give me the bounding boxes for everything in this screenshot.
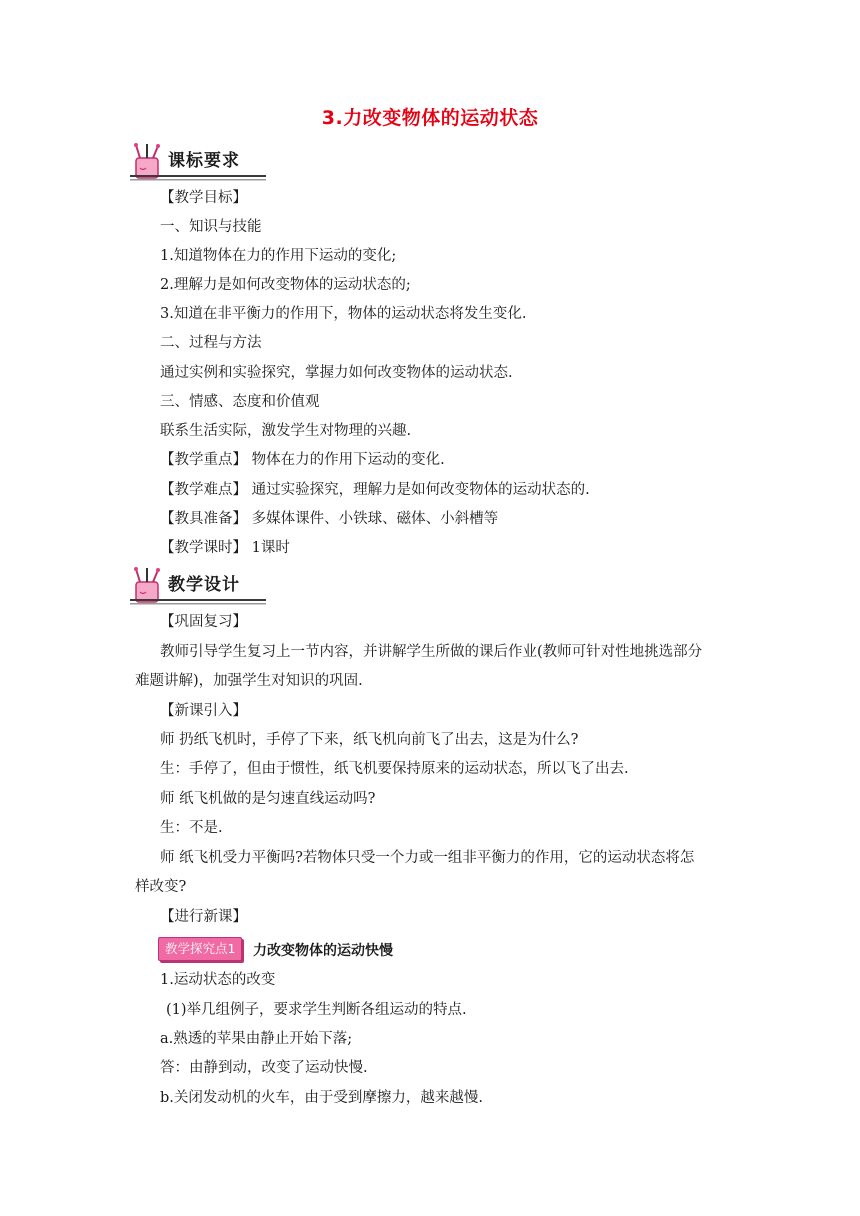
text-line: 样改变? — [135, 879, 187, 895]
text-line: 2.理解力是如何改变物体的运动状态的; — [160, 277, 411, 293]
text-line: 难题讲解)，加强学生对知识的巩固. — [135, 673, 363, 689]
text-line: 三、情感、态度和价值观 — [160, 394, 320, 410]
text-line: 生：不是. — [160, 820, 223, 836]
section-banner-requirements — [128, 142, 268, 184]
text-line: 二、过程与方法 — [160, 335, 262, 351]
text-line: 1.运动状态的改变 — [160, 972, 276, 988]
text-line: 师 扔纸飞机时，手停了下来，纸飞机向前飞了出去，这是为什么? — [160, 732, 579, 748]
banner-underline — [130, 174, 266, 182]
key-point-line: 【教学重点】 物体在力的作用下运动的变化. — [160, 452, 445, 468]
banner-label: 教学设计 — [168, 575, 240, 595]
exploration-title: 力改变物体的运动快慢 — [253, 943, 393, 959]
text-line: 师 纸飞机受力平衡吗?若物体只受一个力或一组非平衡力的作用，它的运动状态将怎 — [160, 850, 695, 866]
text-line: 答：由静到动，改变了运动快慢. — [160, 1060, 368, 1076]
text-line: 一、知识与技能 — [160, 219, 262, 235]
text-line: 通过实例和实验探究，掌握力如何改变物体的运动状态. — [160, 365, 513, 381]
text-line: b.关闭发动机的火车，由于受到摩擦力，越来越慢. — [160, 1090, 483, 1106]
section-banner-design — [128, 566, 268, 608]
text-line: a.熟透的苹果由静止开始下落; — [160, 1031, 353, 1047]
equipment-line: 【教具准备】 多媒体课件、小铁球、磁体、小斜槽等 — [160, 511, 499, 527]
new-lesson-heading: 【进行新课】 — [160, 909, 247, 925]
text-line: 教师引导学生复习上一节内容，并讲解学生所做的课后作业(教师可针对性地挑选部分 — [160, 644, 703, 660]
hours-line: 【教学课时】 1课时 — [160, 540, 290, 556]
review-heading: 【巩固复习】 — [160, 614, 247, 630]
text-line: 1.知道物体在力的作用下运动的变化; — [160, 248, 397, 264]
text-line: 生：手停了，但由于惯性，纸飞机要保持原来的运动状态，所以飞了出去. — [160, 761, 629, 777]
exploration-badge: 教学探究点1 — [158, 937, 242, 961]
text-line: (1)举几组例子，要求学生判断各组运动的特点. — [166, 1002, 467, 1018]
banner-underline — [130, 598, 266, 606]
text-line: 3.知道在非平衡力的作用下，物体的运动状态将发生变化. — [160, 306, 527, 322]
text-line: 联系生活实际，激发学生对物理的兴趣. — [160, 423, 412, 439]
objectives-heading: 【教学目标】 — [160, 190, 247, 206]
intro-heading: 【新课引入】 — [160, 703, 247, 719]
difficulty-line: 【教学难点】 通过实验探究，理解力是如何改变物体的运动状态的. — [160, 482, 590, 498]
text-line: 师 纸飞机做的是匀速直线运动吗? — [160, 791, 376, 807]
banner-label: 课标要求 — [168, 151, 240, 171]
page-title: 3.力改变物体的运动状态 — [321, 107, 539, 129]
